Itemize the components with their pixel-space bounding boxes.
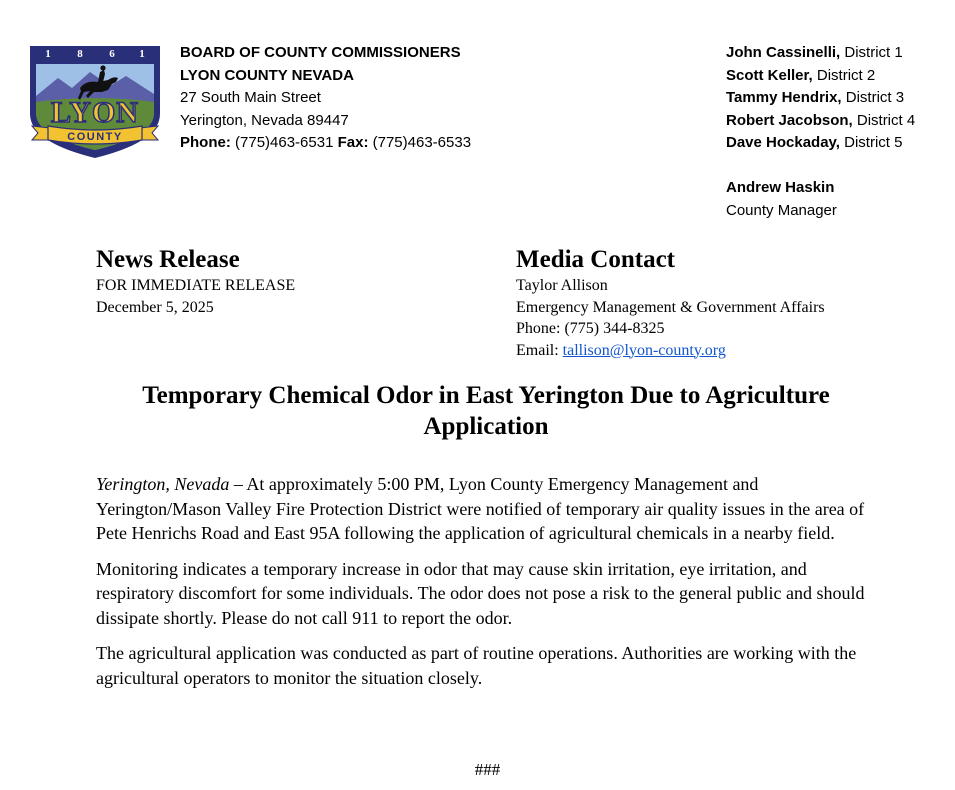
office-line2: LYON COUNTY NEVADA	[180, 66, 354, 84]
county-manager-block	[726, 177, 837, 222]
body-paragraph	[96, 472, 886, 546]
office-line1: BOARD OF COUNTY COMMISSIONERS	[180, 44, 461, 61]
manager-name: Andrew Haskin	[726, 179, 835, 196]
commissioner-district: District 5	[844, 134, 903, 151]
commissioner-name: John Cassinelli,	[726, 44, 841, 61]
commissioner-district: District 2	[816, 66, 876, 84]
logo-banner-text: COUNTY	[67, 131, 123, 143]
commissioner-entry	[726, 110, 915, 133]
body-paragraph: Monitoring indicates a temporary increase in odor that may cause skin irritation, eye irritation, and respiratory discomfort for some individuals. The odor does not pose a risk to the general public and should dissipate shortly. Please do not call 911 to report the odor.	[96, 558, 865, 628]
logo-year-digit: 6	[109, 48, 115, 60]
commissioner-name: Robert Jacobson,	[726, 111, 853, 129]
fax-number: (775)463-6533	[372, 134, 472, 151]
office-address-block	[180, 42, 471, 155]
media-contact-dept: Emergency Management & Government Affairs	[516, 298, 825, 316]
media-contact-phone	[516, 318, 825, 340]
media-contact-name: Taylor Allison	[516, 277, 608, 294]
paragraph-text: – At approximately 5:00 PM, Lyon County Emergency Management and Yerington/Mason Valley Fire Protection District were notified of temporary air quality issues in the area of Pete Henrichs Road and East 95A following the application of agricultural chemicals in a nearby field.	[96, 474, 865, 543]
media-contact-heading: Media Contact	[516, 246, 675, 273]
end-mark: ###	[474, 760, 501, 779]
commissioner-district: District 1	[844, 44, 903, 61]
release-line: FOR IMMEDIATE RELEASE	[96, 277, 296, 294]
media-phone-label: Phone:	[516, 320, 561, 337]
press-release-headline: Temporary Chemical Odor in East Yerington Due to Agriculture Application	[142, 382, 830, 440]
fax-label: Fax:	[337, 134, 369, 151]
lyon-county-logo	[28, 44, 162, 160]
commissioners-list	[726, 42, 915, 155]
phone-label: Phone:	[180, 134, 231, 151]
logo-year-digit: 1	[45, 48, 51, 60]
news-release-heading: News Release	[96, 246, 240, 273]
commissioner-district: District 4	[856, 111, 916, 129]
dateline: Yerington, Nevada	[96, 474, 230, 494]
logo-main-text: LYON	[51, 96, 139, 129]
commissioner-name: Scott Keller,	[726, 66, 813, 84]
commissioner-district: District 3	[845, 89, 905, 106]
office-address2: Yerington, Nevada 89447	[180, 111, 349, 129]
email-link[interactable]: tallison@lyon-county.org	[562, 341, 726, 359]
media-email-label: Email:	[516, 341, 559, 359]
commissioner-name: Dave Hockaday,	[726, 134, 840, 151]
release-date: December 5, 2025	[96, 298, 214, 316]
commissioner-entry	[726, 42, 915, 65]
manager-title: County Manager	[726, 201, 837, 219]
logo-year-digit: 8	[77, 48, 83, 60]
media-contact-email	[516, 340, 825, 362]
press-release-body	[96, 472, 886, 701]
media-phone-number: (775) 344-8325	[564, 320, 665, 337]
office-address1: 27 South Main Street	[180, 89, 321, 106]
office-phone-fax	[180, 132, 471, 155]
media-contact-block	[516, 245, 825, 361]
body-paragraph: The agricultural application was conducted as part of routine operations. Authorities are working with the agricultural operators to monitor the situation closely.	[96, 643, 857, 688]
phone-number: (775)463-6531	[235, 134, 334, 151]
news-release-block	[96, 245, 295, 318]
commissioner-name: Tammy Hendrix,	[726, 89, 842, 106]
commissioner-entry	[726, 65, 915, 88]
commissioner-entry	[726, 87, 915, 110]
commissioner-entry	[726, 132, 915, 155]
logo-year-digit: 1	[139, 48, 145, 60]
